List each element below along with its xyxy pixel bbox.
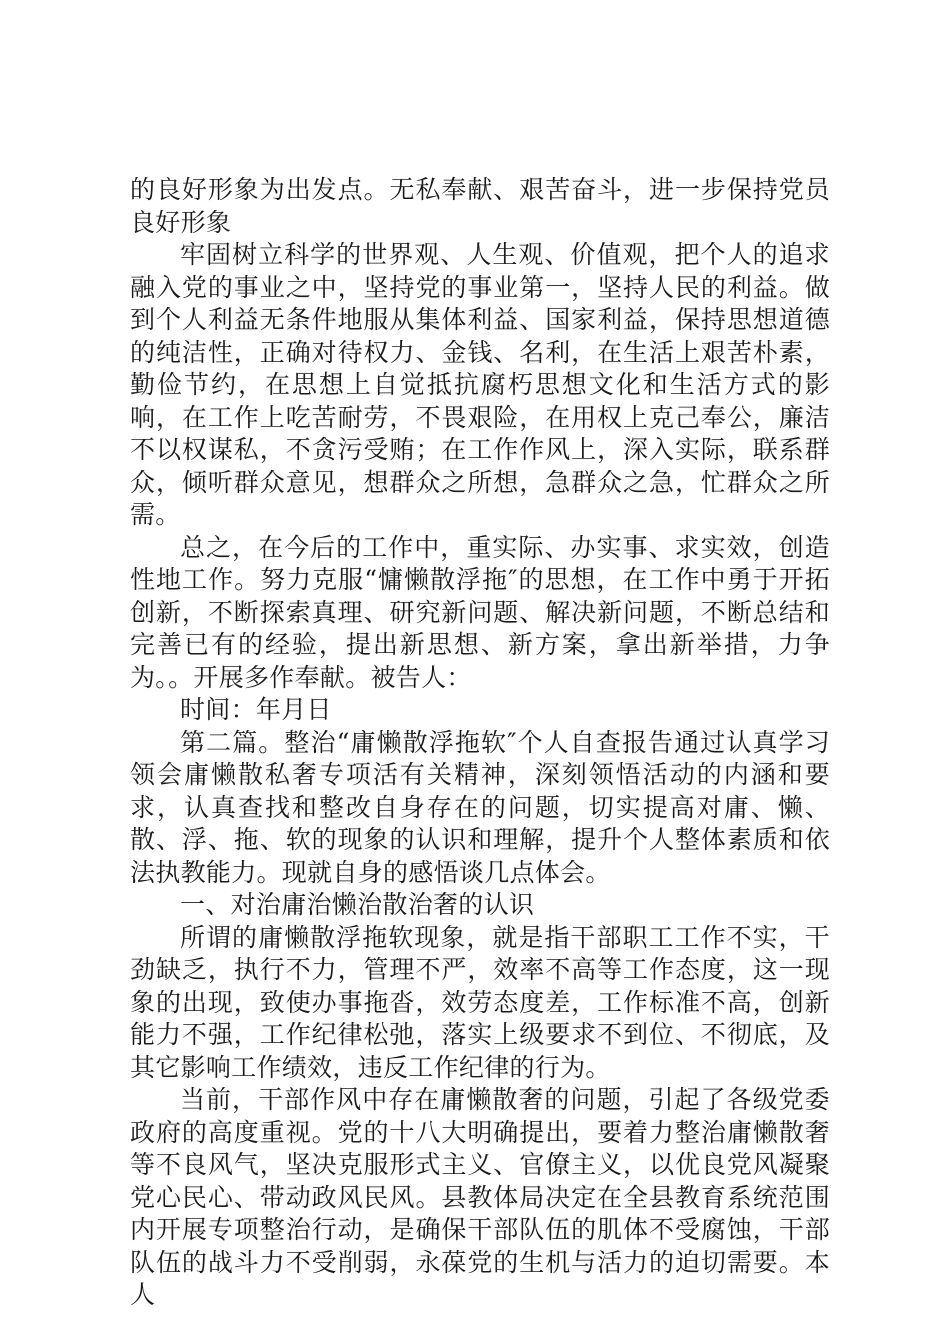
paragraph-definition: 所谓的庸懒散浮拖软现象，就是指干部职工工作不实，干劲缺乏，执行不力，管理不严，效率不高等工作态度，这一现象的出现，致使办事拖沓，效劳态度差，工作标准不高，创新能力不强，工作纪律松弛，落实上级要求不到位、不彻底，及其它影响工作绩效，违反工作纪律的行为。 <box>130 922 830 1082</box>
document-body <box>130 174 830 1312</box>
paragraph-date-line: 时间：年月日 <box>180 695 332 724</box>
paragraph-continued-image: 的良好形象为出发点。无私奉献、艰苦奋斗，进一步保持党员良好形象 <box>130 175 830 237</box>
paragraph-second-article: 第二篇。整治“庸懒散浮拖软″个人自查报告通过认真学习领会庸懒散私奢专项活有关精神，深刻领悟活动的内涵和要求，认真查找和整改自身存在的问题，切实提高对庸、懒、散、浮、拖、软的现象的认识和理解，提升个人整体素质和依法执教能力。现就自身的感悟谈几点体会。 <box>130 727 830 887</box>
section-heading: 一、对治庸治懒治散治奢的认识 <box>180 890 535 919</box>
paragraph-current-situation: 当前，干部作风中存在庸懒散奢的问题，引起了各级党委政府的高度重视。党的十八大明确提出，要着力整治庸懒散奢等不良风气，坚决克服形式主义、官僚主义，以优良党风凝聚党心民心、带动政风民风。县教体局决定在全县教育系统范围内开展专项整治行动，是确保干部队伍的肌体不受腐蚀，干部队伍的战斗力不受削弱，永葆党的生机与活力的迫切需要。本人 <box>130 1085 830 1309</box>
paragraph-conclusion: 总之，在今后的工作中，重实际、办实事、求实效，创造性地工作。努力克服“慵懒散浮拖″的思想，在工作中勇于开拓创新，不断探索真理、研究新问题、解决新问题，不断总结和完善已有的经验，提出新思想、新方案，拿出新举措，力争为。。开展多作奉献。被告人： <box>130 532 830 692</box>
paragraph-worldview: 牢固树立科学的世界观、人生观、价值观，把个人的追求融入党的事业之中，坚持党的事业第一，坚持人民的利益。做到个人利益无条件地服从集体利益、国家利益，保持思想道德的纯洁性，正确对待权力、金钱、名利，在生活上艰苦朴素，勤俭节约，在思想上自觉抵抗腐朽思想文化和生活方式的影响，在工作上吃苦耐劳，不畏艰险，在用权上克己奉公，廉洁不以权谋私，不贪污受贿；在工作作风上，深入实际，联系群众，倾听群众意见，想群众之所想，急群众之急，忙群众之所需。 <box>130 240 830 529</box>
